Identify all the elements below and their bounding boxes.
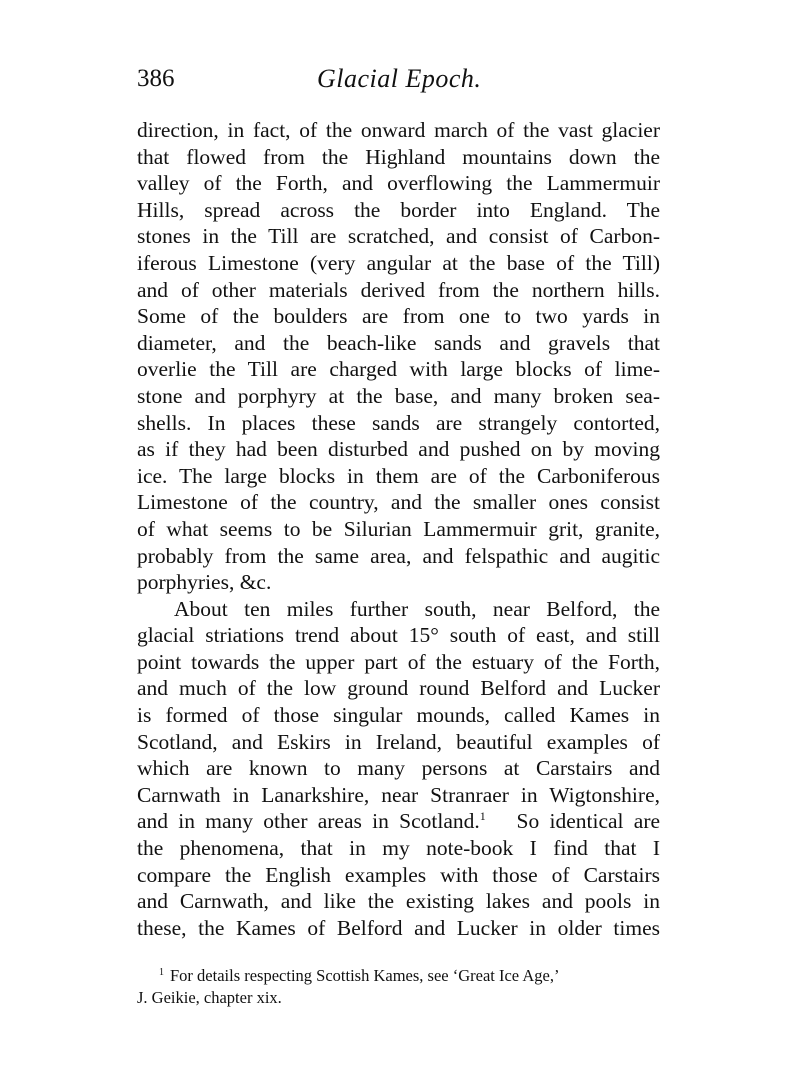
text-line: of what seems to be Silurian Lammermuir grit, granite, <box>137 516 660 541</box>
text-line: probably from the same area, and felspathic and augitic <box>137 543 660 568</box>
text-line: these, the Kames of Belford and Lucker in older times <box>137 915 660 940</box>
text-line: stones in the Till are scratched, and consist of Carbon- <box>137 224 660 249</box>
running-head <box>137 62 659 102</box>
text-line: shells. In places these sands are strangely contorted, <box>137 410 660 435</box>
paragraph-start-line: About ten miles further south, near Belford, the <box>174 596 660 621</box>
text-line: compare the English examples with those of Carstairs <box>137 862 660 887</box>
text-line: Limestone of the country, and the smaller ones consist <box>137 490 660 515</box>
text-line: Carnwath in Lanarkshire, near Stranraer in Wigtonshire, <box>137 782 660 807</box>
footnote-marker: 1 <box>159 967 164 978</box>
paragraph-end-line: porphyries, &c. <box>137 570 272 595</box>
text-line: Scotland, and Eskirs in Ireland, beautiful examples of <box>137 729 660 754</box>
text-line: as if they had been disturbed and pushed on by moving <box>137 437 660 462</box>
text-line: is formed of those singular mounds, called Kames in <box>137 703 660 728</box>
text-line: stone and porphyry at the base, and many broken sea- <box>137 383 660 408</box>
text-segment: and in many other areas in Scotland. <box>137 809 480 834</box>
text-line: that flowed from the Highland mountains down the <box>137 144 660 169</box>
text-line: which are known to many persons at Carstairs and <box>137 756 660 781</box>
text-line: glacial striations trend about 15° south of east, and still <box>137 623 660 648</box>
text-line: and of other materials derived from the northern hills. <box>137 277 660 302</box>
text-line: point towards the upper part of the estuary of the Forth, <box>137 649 660 674</box>
text-line: the phenomena, that in my note-book I find that I <box>137 836 660 861</box>
text-line: overlie the Till are charged with large blocks of lime- <box>137 357 660 382</box>
text-line: diameter, and the beach-like sands and gravels that <box>137 330 660 355</box>
text-line: direction, in fact, of the onward march of the vast glacier <box>137 118 660 142</box>
text-line: iferous Limestone (very angular at the base of the Till) <box>137 250 660 275</box>
footnote-line <box>137 965 660 987</box>
text-line: and Carnwath, and like the existing lakes and pools in <box>137 889 660 914</box>
running-title: Glacial Epoch. <box>317 64 482 93</box>
text-line: Hills, spread across the border into England. The <box>137 197 660 222</box>
text-line: ice. The large blocks in them are of the Carboniferous <box>137 463 660 488</box>
text-line-with-footnote-ref <box>137 808 660 835</box>
page-number: 386 <box>137 65 175 92</box>
footnote-reference: 1 <box>479 809 486 824</box>
footnotes <box>137 965 660 1009</box>
body-text <box>137 117 660 941</box>
text-segment: So identical are <box>516 809 661 834</box>
text-line: and much of the low ground round Belford and Lucker <box>137 676 660 701</box>
text-line: valley of the Forth, and overflowing the Lammermuir <box>137 171 660 196</box>
footnote-line: J. Geikie, chapter xix. <box>137 988 282 1007</box>
text-line: Some of the boulders are from one to two yards in <box>137 304 660 329</box>
footnote-text: For details respecting Scottish Kames, see ‘Great Ice Age,’ <box>170 966 560 985</box>
